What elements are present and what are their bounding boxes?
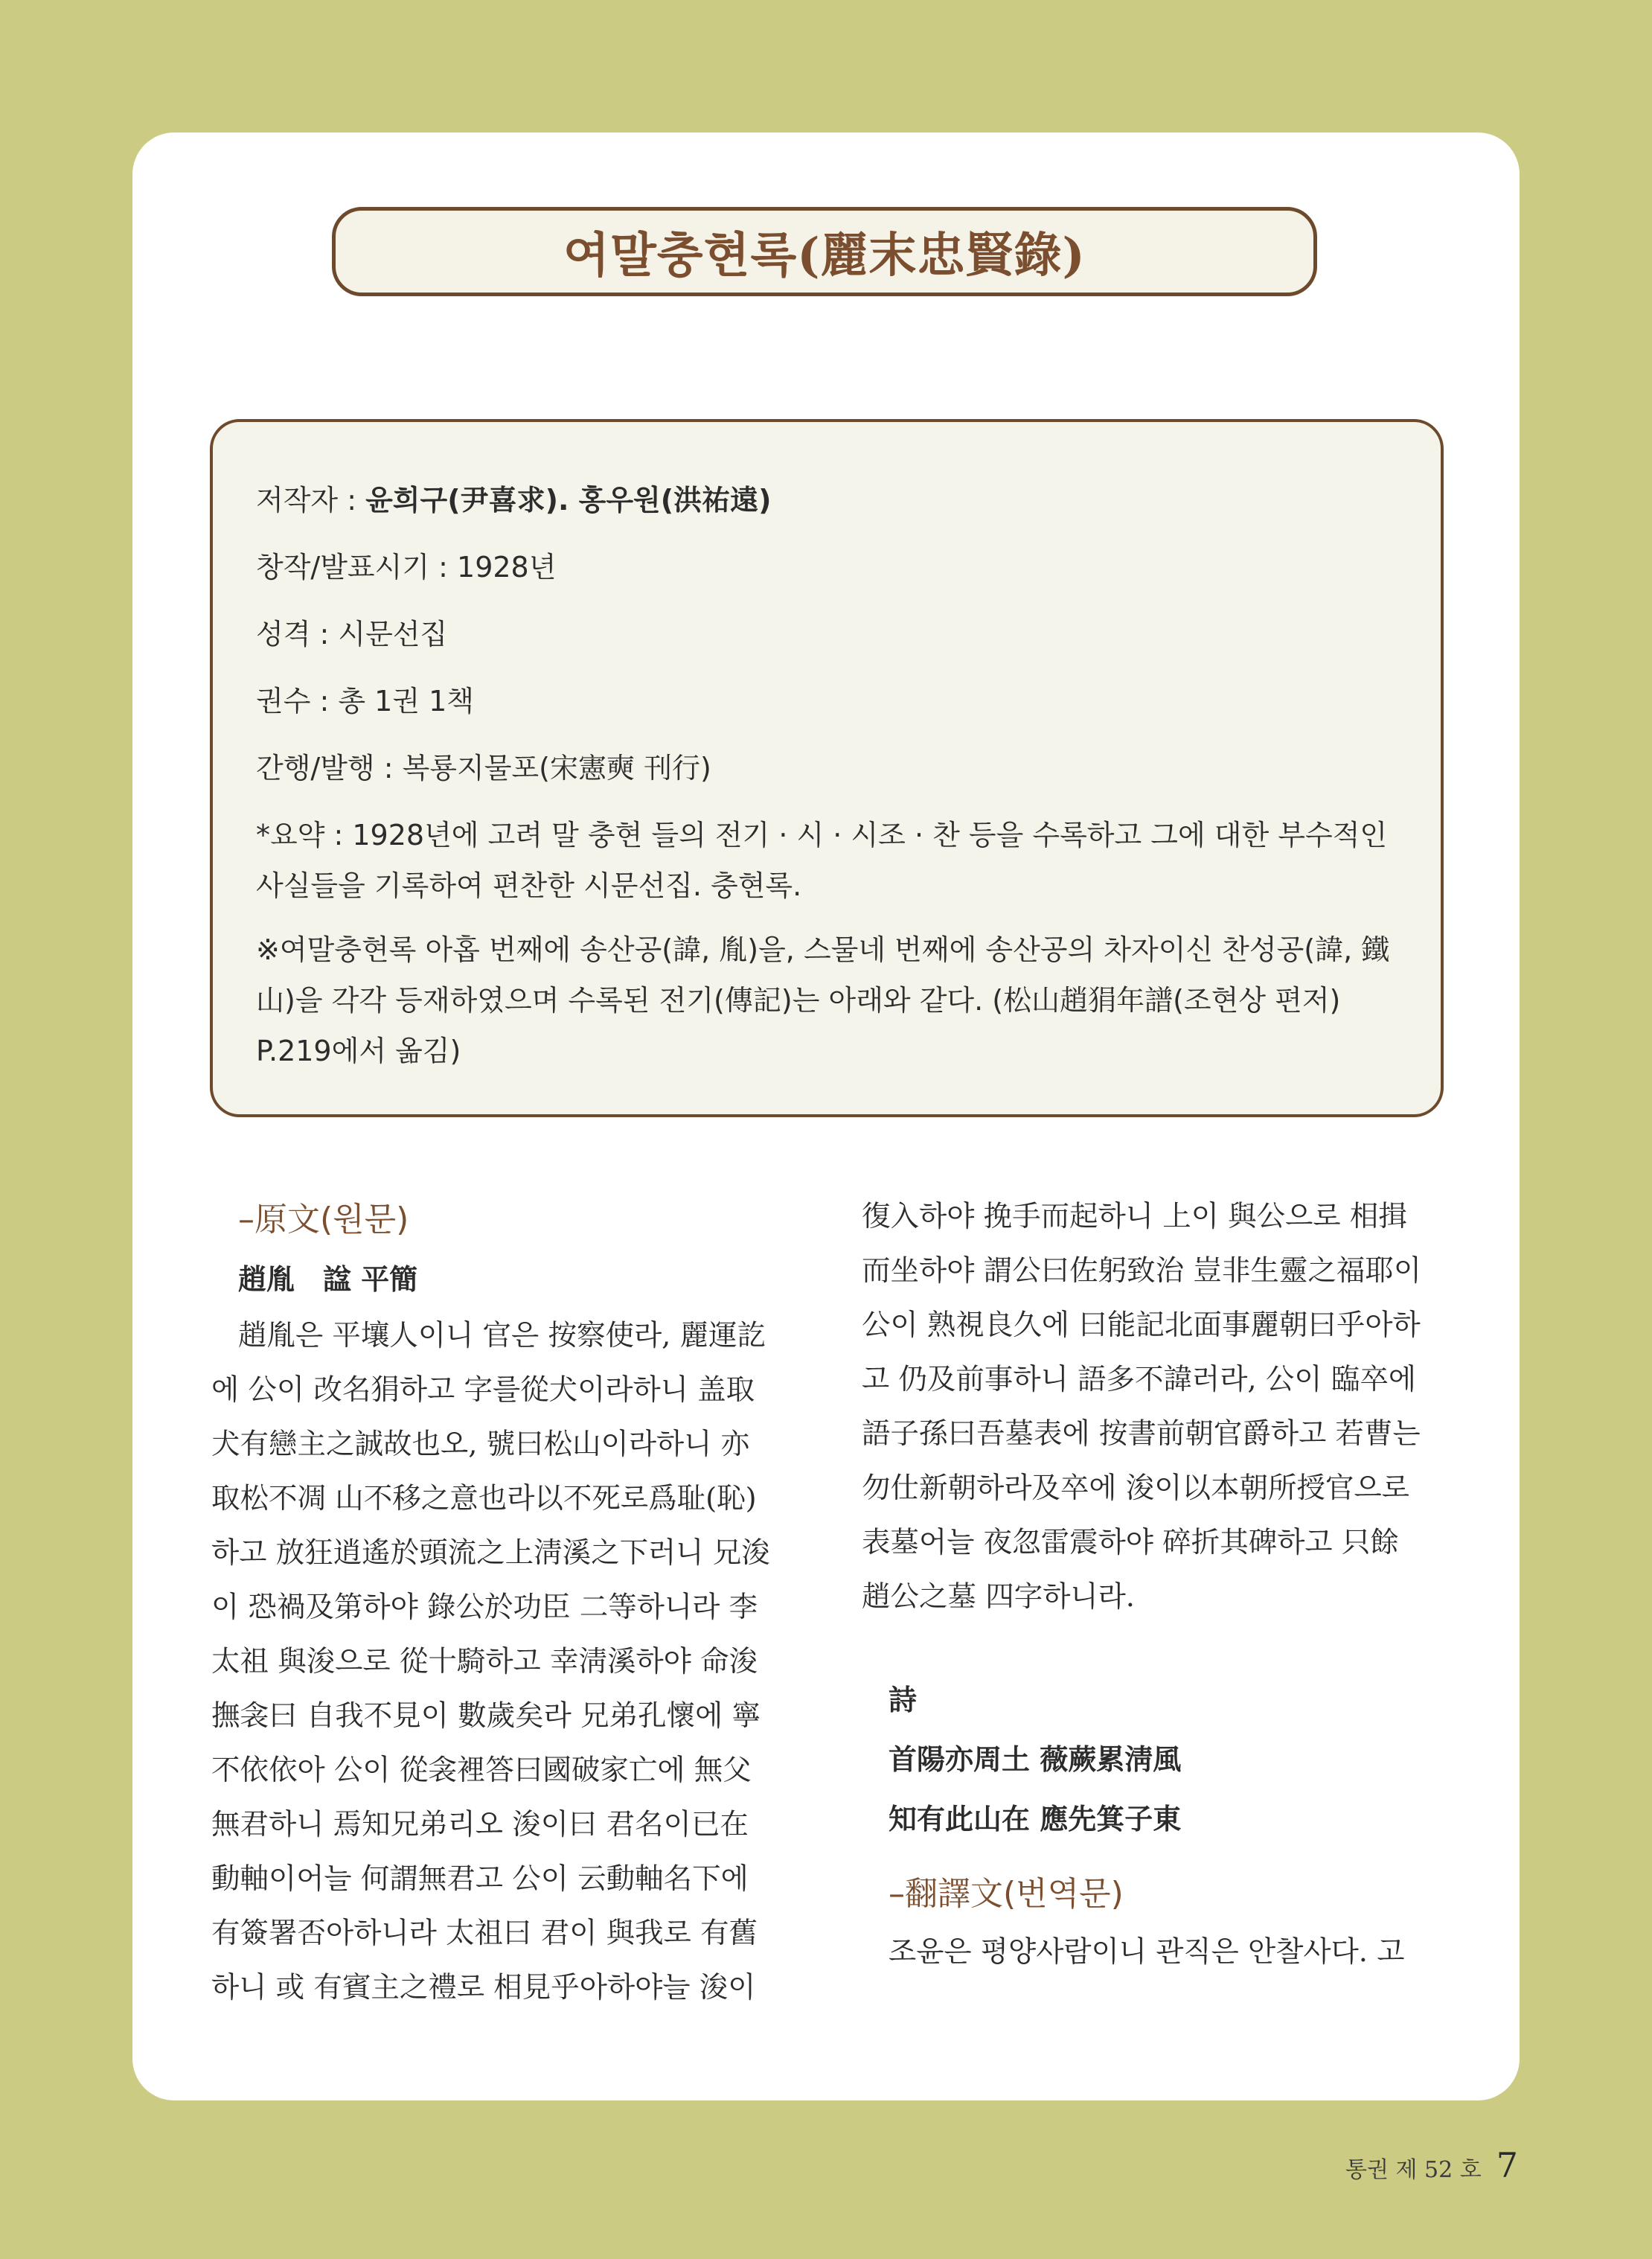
subheading-name: 趙胤 諡 平簡 — [238, 1262, 418, 1296]
text-line: 이 恐禍及第하야 錄公於功臣 二等하니라 李 — [211, 1591, 758, 1624]
author-label: 저작자 : — [256, 484, 366, 517]
issue-label: 통권 제 52 호 — [1345, 2157, 1482, 2183]
text-line: 趙公之墓 四字하니라. — [862, 1580, 1136, 1614]
text-line: 取松不凋 山不移之意也라以不死로爲耻(恥) — [211, 1482, 757, 1515]
text-line: 表墓어늘 夜忽雷震하야 碎折其碑하고 只餘 — [862, 1526, 1399, 1559]
text-line: 復入하야 挽手而起하니 上이 與公으로 相揖 — [862, 1200, 1407, 1233]
author-value: 윤희구(尹喜求). 홍우원(洪祐遠) — [365, 484, 772, 517]
text-line: 勿仕新朝하라及卒에 浚이以本朝所授官으로 — [862, 1472, 1409, 1505]
info-author — [256, 467, 1398, 534]
page-footer — [1345, 2145, 1518, 2185]
spacer — [862, 1624, 1442, 1670]
info-volumes: 권수 : 총 1권 1책 — [256, 685, 475, 718]
text-line: 고 仍及前事하니 語多不諱러라, 公이 臨卒에 — [862, 1363, 1417, 1396]
page-number: 7 — [1496, 2145, 1518, 2185]
info-nature: 성격 : 시문선집 — [256, 618, 448, 651]
info-publisher: 간행/발행 : 복룡지물포(宋憲奭 刊行) — [256, 752, 711, 785]
poem-title: 詩 — [889, 1683, 918, 1716]
section-heading-translation: –翻譯文(번역문) — [889, 1875, 1124, 1913]
info-note: ※여말충현록 아홉 번째에 송산공(諱, 胤)을, 스물네 번째에 송산공의 차자이신 찬성공(諱, 鐵山)을 각각 등재하였으며 수록된 전기(傳記)는 아래와 같다. (松山趙狷年譜(조현상 편저) P.219에서 옮김) — [256, 933, 1390, 1067]
text-line: 無君하니 焉知兄弟리오 浚이曰 君名이已在 — [211, 1808, 749, 1841]
info-summary: *요약 : 1928년에 고려 말 충현 들의 전기 · 시 · 시조 · 찬 등을 수록하고 그에 대한 부수적인 사실들을 기록하여 편찬한 시문선집. 충현록. — [256, 819, 1388, 902]
poem-line: 首陽亦周土 薇蕨累淸風 — [889, 1742, 1182, 1776]
text-line: 不依依아 公이 從衾裡答曰國破家亡에 無父 — [211, 1754, 752, 1787]
info-period: 창작/발표시기 : 1928년 — [256, 551, 557, 584]
section-heading-original: –原文(원문) — [238, 1201, 409, 1239]
text-line: 하고 放狂逍遙於頭流之上淸溪之下러니 兄浚 — [211, 1536, 770, 1570]
text-line: 太祖 與浚으로 從十騎하고 幸淸溪하야 命浚 — [211, 1645, 758, 1678]
poem-line: 知有此山在 應先箕子東 — [889, 1802, 1182, 1835]
text-line: 하니 或 有賓主之禮로 相見乎아하야늘 浚이 — [211, 1971, 756, 2004]
page-card — [132, 132, 1520, 2100]
page-title: 여말충현록(麗末忠賢錄) — [563, 228, 1086, 284]
text-line: 有簽署否아하니라 太祖曰 君이 與我로 有舊 — [211, 1917, 758, 1950]
text-line: 動軸이어늘 何謂無君고 公이 云動軸名下에 — [211, 1862, 749, 1896]
left-column — [211, 1189, 792, 2015]
text-line: 而坐하야 謂公曰佐躬致治 豈非生靈之福耶이 — [862, 1254, 1422, 1288]
text-line: 犬有戀主之誠故也오, 號曰松山이라하니 亦 — [211, 1428, 750, 1461]
text-line: 趙胤은 平壤人이니 官은 按察使라, 麗運訖 — [238, 1319, 766, 1352]
text-line: 公이 熟視良久에 曰能記北面事麗朝曰乎아하 — [862, 1309, 1421, 1342]
text-line: 에 公이 改名狷하고 字를從犬이라하니 盖取 — [211, 1373, 755, 1407]
text-line: 語子孫曰吾墓表에 按書前朝官爵하고 若曹는 — [862, 1417, 1421, 1451]
info-box — [210, 419, 1444, 1117]
text-line: 撫衾曰 自我不見이 數歲矣라 兄弟孔懷에 寧 — [211, 1699, 761, 1733]
text-line: 조윤은 평양사람이니 관직은 안찰사다. 고 — [889, 1935, 1405, 1969]
right-column — [862, 1189, 1442, 1979]
title-banner — [332, 207, 1317, 296]
